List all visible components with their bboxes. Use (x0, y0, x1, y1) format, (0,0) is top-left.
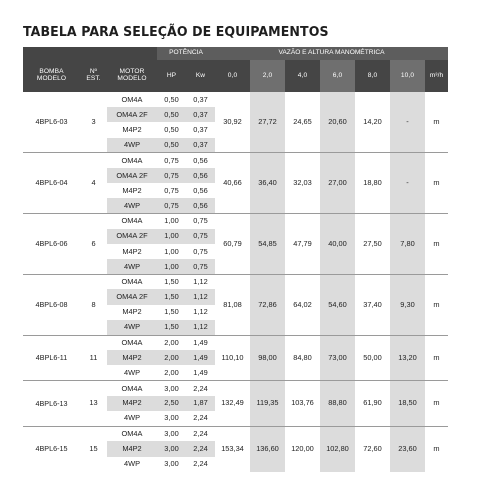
motor-modelo: OM4A (107, 214, 157, 229)
potencia-hp: 1,00 (157, 214, 186, 229)
header-spacer (23, 47, 80, 60)
motor-modelo: 4WP (107, 320, 157, 335)
altura-vazao-4: 61,90 (355, 381, 390, 427)
potencia-kw: 1,49 (186, 350, 215, 365)
motor-modelo: 4WP (107, 457, 157, 472)
potencia-hp: 1,00 (157, 229, 186, 244)
potencia-hp: 2,50 (157, 396, 186, 411)
altura-vazao-2: 24,65 (293, 117, 312, 127)
potencia-kw: 2,24 (186, 411, 215, 426)
num-estagios: 3 (91, 117, 96, 127)
motor-row (23, 426, 448, 441)
unit-cell: m (425, 381, 448, 427)
altura-vazao-5: 7,80 (390, 214, 425, 275)
potencia-kw: 2,24 (186, 381, 215, 396)
potencia-kw: 0,37 (186, 122, 215, 137)
potencia-kw: 0,75 (186, 259, 215, 274)
potencia-hp: 0,50 (157, 107, 186, 122)
motor-modelo: M4P2 (107, 350, 157, 365)
header-hp: HP (157, 60, 186, 92)
potencia-hp: 1,50 (157, 305, 186, 320)
potencia-hp: 3,00 (157, 381, 186, 396)
potencia-hp: 1,50 (157, 289, 186, 304)
altura-vazao-0: 40,66 (215, 153, 250, 214)
header-flow-3: 6,0 (320, 60, 355, 92)
altura-vazao-2: 32,03 (285, 153, 320, 214)
bomba-modelo: 4BPL6-04 (23, 153, 80, 214)
unit-cell: m (425, 274, 448, 335)
header-flow-0: 0,0 (215, 60, 250, 92)
motor-modelo: 4WP (107, 198, 157, 213)
motor-row (23, 381, 448, 396)
potencia-kw: 0,75 (186, 244, 215, 259)
altura-vazao-0: 60,79 (215, 214, 250, 275)
potencia-kw: 1,87 (186, 396, 215, 411)
altura-vazao-0: 30,92 (223, 117, 242, 127)
altura-vazao-2: 64,02 (285, 274, 320, 335)
altura-vazao-2: 84,80 (285, 335, 320, 381)
potencia-hp: 0,50 (157, 138, 186, 153)
altura-vazao-3: 20,60 (320, 92, 355, 153)
num-estagios: 8 (80, 274, 107, 335)
potencia-hp: 2,00 (157, 335, 186, 350)
potencia-kw: 2,24 (186, 426, 215, 441)
altura-vazao-3: 88,80 (320, 381, 355, 427)
potencia-hp: 0,50 (157, 122, 186, 137)
potencia-hp: 3,00 (157, 441, 186, 456)
potencia-kw: 0,75 (186, 229, 215, 244)
potencia-hp: 3,00 (157, 457, 186, 472)
motor-modelo: OM4A (107, 426, 157, 441)
motor-modelo: M4P2 (107, 122, 157, 137)
altura-vazao-3: 40,00 (320, 214, 355, 275)
potencia-hp: 1,00 (157, 259, 186, 274)
bomba-modelo: 4BPL6-08 (23, 274, 80, 335)
altura-vazao-1: 54,85 (250, 214, 285, 275)
bomba-modelo: 4BPL6-06 (23, 214, 80, 275)
altura-vazao-2: 47,79 (285, 214, 320, 275)
motor-modelo: 4WP (107, 138, 157, 153)
altura-vazao-2: 120,00 (285, 426, 320, 472)
potencia-hp: 1,50 (157, 320, 186, 335)
altura-vazao-1: 98,00 (250, 335, 285, 381)
header-flow-1: 2,0 (250, 60, 285, 92)
unit-cell: m (425, 214, 448, 275)
table-body (23, 92, 448, 472)
motor-modelo: M4P2 (107, 244, 157, 259)
unit-cell: m (425, 335, 448, 381)
bomba-modelo: 4BPL6-15 (23, 426, 80, 472)
potencia-hp: 3,00 (157, 411, 186, 426)
potencia-hp: 0,75 (157, 168, 186, 183)
motor-modelo: OM4A 2F (107, 107, 157, 122)
potencia-hp: 3,00 (157, 426, 186, 441)
altura-vazao-1: 136,60 (250, 426, 285, 472)
altura-vazao-5: 23,60 (390, 426, 425, 472)
header-motor: MOTOR MODELO (107, 60, 157, 92)
header-bomba: BOMBA MODELO (23, 60, 80, 92)
num-estagios: 15 (80, 426, 107, 472)
header-est: Nº EST. (80, 60, 107, 92)
altura-vazao-1: 36,40 (250, 153, 285, 214)
altura-vazao-1: 119,35 (250, 381, 285, 427)
motor-modelo: M4P2 (107, 441, 157, 456)
num-estagios: 6 (80, 214, 107, 275)
altura-vazao-4: 18,80 (355, 153, 390, 214)
potencia-kw: 0,56 (186, 198, 215, 213)
header-unit: m³/h (425, 60, 448, 92)
motor-modelo: OM4A (107, 274, 157, 289)
unit-cell: m (433, 117, 440, 127)
motor-modelo: 4WP (107, 411, 157, 426)
motor-modelo: OM4A 2F (107, 168, 157, 183)
header-vazao: VAZÃO E ALTURA MANOMÉTRICA (215, 47, 448, 60)
potencia-kw: 0,37 (186, 107, 215, 122)
potencia-kw: 0,75 (186, 214, 215, 229)
potencia-kw: 2,24 (186, 441, 215, 456)
motor-modelo: M4P2 (107, 183, 157, 198)
altura-vazao-1: 72,86 (250, 274, 285, 335)
potencia-kw: 1,12 (186, 305, 215, 320)
altura-vazao-5: - (390, 92, 425, 153)
motor-modelo: OM4A (107, 153, 157, 168)
potencia-kw: 1,12 (186, 320, 215, 335)
header-kw: Kw (186, 60, 215, 92)
unit-cell: m (425, 426, 448, 472)
altura-vazao-1: 27,72 (250, 92, 285, 153)
potencia-hp: 0,75 (157, 183, 186, 198)
potencia-kw: 1,12 (186, 289, 215, 304)
altura-vazao-3: 27,00 (320, 153, 355, 214)
altura-vazao-0: 81,08 (215, 274, 250, 335)
motor-row (23, 335, 448, 350)
altura-vazao-3: 102,80 (320, 426, 355, 472)
altura-vazao-4: 50,00 (355, 335, 390, 381)
bomba-modelo: 4BPL6-03 (35, 117, 68, 127)
altura-vazao-2: 103,76 (285, 381, 320, 427)
num-estagios: 4 (80, 153, 107, 214)
potencia-hp: 1,00 (157, 244, 186, 259)
equipment-selection-table (23, 47, 448, 472)
altura-vazao-5: 9,30 (390, 274, 425, 335)
potencia-hp: 0,50 (157, 92, 186, 107)
altura-vazao-4: 37,40 (355, 274, 390, 335)
num-estagios: 11 (80, 335, 107, 381)
motor-modelo: OM4A (107, 335, 157, 350)
altura-vazao-0: 153,34 (215, 426, 250, 472)
altura-vazao-5: - (390, 153, 425, 214)
potencia-hp: 1,50 (157, 274, 186, 289)
altura-vazao-0: 132,49 (215, 381, 250, 427)
potencia-hp: 0,75 (157, 153, 186, 168)
potencia-hp: 2,00 (157, 350, 186, 365)
potencia-kw: 2,24 (186, 457, 215, 472)
num-estagios: 13 (80, 381, 107, 427)
altura-vazao-5: 18,50 (390, 381, 425, 427)
potencia-kw: 0,56 (186, 168, 215, 183)
potencia-kw: 0,56 (186, 153, 215, 168)
altura-vazao-5: 13,20 (390, 335, 425, 381)
motor-modelo: M4P2 (107, 305, 157, 320)
motor-modelo: OM4A 2F (107, 229, 157, 244)
motor-modelo: 4WP (107, 259, 157, 274)
motor-row (23, 92, 448, 107)
altura-vazao-0: 110,10 (215, 335, 250, 381)
potencia-hp: 0,75 (157, 198, 186, 213)
altura-vazao-3: 54,60 (320, 274, 355, 335)
potencia-kw: 1,49 (186, 365, 215, 380)
motor-modelo: OM4A 2F (107, 289, 157, 304)
motor-modelo: M4P2 (107, 396, 157, 411)
motor-modelo: OM4A (107, 381, 157, 396)
bomba-modelo: 4BPL6-11 (23, 335, 80, 381)
potencia-kw: 0,37 (186, 138, 215, 153)
motor-row (23, 153, 448, 168)
header-flow-2: 4,0 (285, 60, 320, 92)
motor-row (23, 214, 448, 229)
bomba-modelo: 4BPL6-13 (23, 381, 80, 427)
header-flow-4: 8,0 (355, 60, 390, 92)
altura-vazao-3: 73,00 (320, 335, 355, 381)
potencia-hp: 2,00 (157, 365, 186, 380)
potencia-kw: 0,37 (186, 92, 215, 107)
altura-vazao-4: 27,50 (355, 214, 390, 275)
potencia-kw: 0,56 (186, 183, 215, 198)
unit-cell: m (425, 153, 448, 214)
potencia-kw: 1,12 (186, 274, 215, 289)
header-flow-5: 10,0 (390, 60, 425, 92)
potencia-kw: 1,49 (186, 335, 215, 350)
header-potencia: POTÊNCIA (157, 47, 215, 60)
motor-modelo: OM4A (107, 92, 157, 107)
motor-modelo: 4WP (107, 365, 157, 380)
motor-row (23, 274, 448, 289)
altura-vazao-4: 72,60 (355, 426, 390, 472)
altura-vazao-4: 14,20 (363, 117, 382, 127)
page-title: TABELA PARA SELEÇÃO DE EQUIPAMENTOS (23, 24, 329, 40)
